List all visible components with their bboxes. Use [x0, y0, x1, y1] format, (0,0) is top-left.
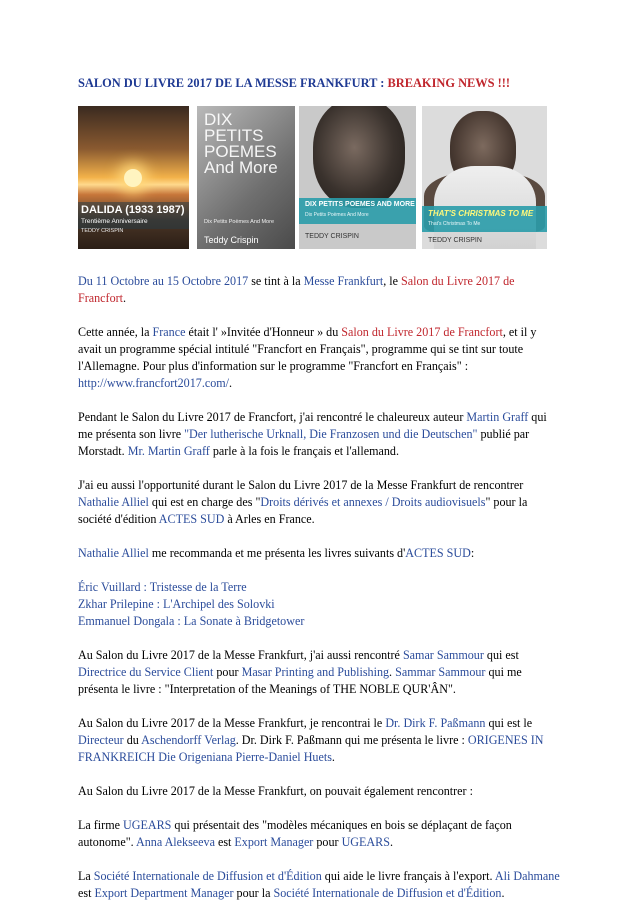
cover-subtitle: Dix Petits Poèmes And More: [204, 219, 275, 225]
cover-title: THAT'S CHRISTMAS TO ME: [428, 209, 534, 218]
paragraph-france-guest: Cette année, la France était l' »Invitée d'Honneur » du Salon du Livre 2017 de Francfort, et il y avait un programme spécial intitulé "Francfort en Français", programme qui se tint sur toute l'Allemagne. Pour plus d'information sur le programme "Francfort en Français" : http://www.francfort2017.com/.: [78, 325, 537, 390]
paragraph-ugears: La firme UGEARS qui présentait des "modèles mécaniques en bois se déplaçant de façon autonome". Anna Alekseeva est Export Manager pour UGEARS.: [78, 818, 512, 849]
book-author: Emmanuel Dongala: [78, 614, 175, 628]
book-cover-dalida[interactable]: [78, 106, 189, 249]
cover-author: TEDDY CRISPIN: [305, 233, 359, 240]
book-list: [78, 579, 562, 630]
cover-subtitle: Trentième Anniversaire: [81, 218, 148, 225]
article-body: [78, 273, 562, 919]
book-cover-dix-petits-poemes-portrait[interactable]: [299, 106, 416, 249]
book-author: Éric Vuillard: [78, 580, 141, 594]
book-title: : L'Archipel des Solovki: [153, 597, 275, 611]
paragraph-also-meet: Au Salon du Livre 2017 de la Messe Frankfurt, on pouvait également rencontrer :: [78, 784, 473, 798]
cover-author: TEDDY CRISPIN: [428, 237, 482, 244]
book-author: Zkhar Prilepine: [78, 597, 154, 611]
paragraph-martin-graff: Pendant le Salon du Livre 2017 de Francfort, j'ai rencontré le chaleureux auteur Martin Graff qui me présenta son livre "Der lutherische Urknall, Die Franzosen und die Deutschen" publié par Morstadt. Mr. Martin Graff parle à la fois le français et l'allemand.: [78, 410, 547, 458]
article-title: [78, 76, 510, 91]
paragraph-dates: Du 11 Octobre au 15 Octobre 2017 se tint à la Messe Frankfurt, le Salon du Livre 2017 de Francfort.: [78, 274, 515, 305]
francfort2017-link[interactable]: http://www.francfort2017.com/: [78, 376, 230, 390]
cover-title: DIX PETITS POEMES And More: [204, 110, 278, 177]
book-title: : La Sonate à Bridgetower: [174, 614, 305, 628]
cover-title: DIX PETITS POEMES AND MORE: [305, 201, 415, 208]
paragraph-samar-sammour: Au Salon du Livre 2017 de la Messe Frankfurt, j'ai aussi rencontré Samar Sammour qui est Directrice du Service Client pour Masar Printing and Publishing. Sammar Sammour qui me présenta le livre : "Interpretation of the Meanings of THE NOBLE QUR'ÂN".: [78, 648, 522, 696]
cover-author: TEDDY CRISPIN: [81, 228, 124, 234]
title-main: SALON DU LIVRE 2017 DE LA MESSE FRANKFURT :: [78, 76, 388, 90]
paragraph-nathalie-alliel: J'ai eu aussi l'opportunité durant le Salon du Livre 2017 de la Messe Frankfurt de rencontrer Nathalie Alliel qui est en charge des "Droits dérivés et annexes / Droits audiovisuels" pour la société d'édition ACTES SUD à Arles en France.: [78, 478, 528, 526]
author-portrait: [313, 106, 405, 208]
title-breaking-news: BREAKING NEWS !!!: [387, 76, 511, 90]
book-cover-thats-christmas[interactable]: [422, 106, 547, 249]
cover-title: DALIDA (1933 1987): [81, 204, 185, 216]
book-covers: [78, 106, 548, 249]
cover-author: Teddy Crispin: [204, 235, 259, 245]
paragraph-societe-internationale: La Société Internationale de Diffusion et d'Édition qui aide le livre français à l'export. Ali Dahmane est Export Department Manager pour la Société Internationale de Diffusion et d'Édition.: [78, 869, 560, 900]
book-cover-dix-petits-poemes[interactable]: [197, 106, 295, 249]
book-title: : Tristesse de la Terre: [140, 580, 247, 594]
cover-subtitle: That's Christmas To Me: [428, 221, 481, 227]
paragraph-dirk-passmann: Au Salon du Livre 2017 de la Messe Frankfurt, je rencontrai le Dr. Dirk F. Paßmann qui est le Directeur du Aschendorff Verlag. Dr. Dirk F. Paßmann qui me présenta le livre : ORIGENES IN FRANKREICH Die Origeniana Pierre-Daniel Huets.: [78, 716, 544, 764]
sunset-sun: [124, 169, 142, 187]
cover-subtitle: Dix Petits Poèmes And More: [305, 212, 369, 218]
paragraph-actes-sud: Nathalie Alliel me recommanda et me présenta les livres suivants d'ACTES SUD:: [78, 546, 475, 560]
